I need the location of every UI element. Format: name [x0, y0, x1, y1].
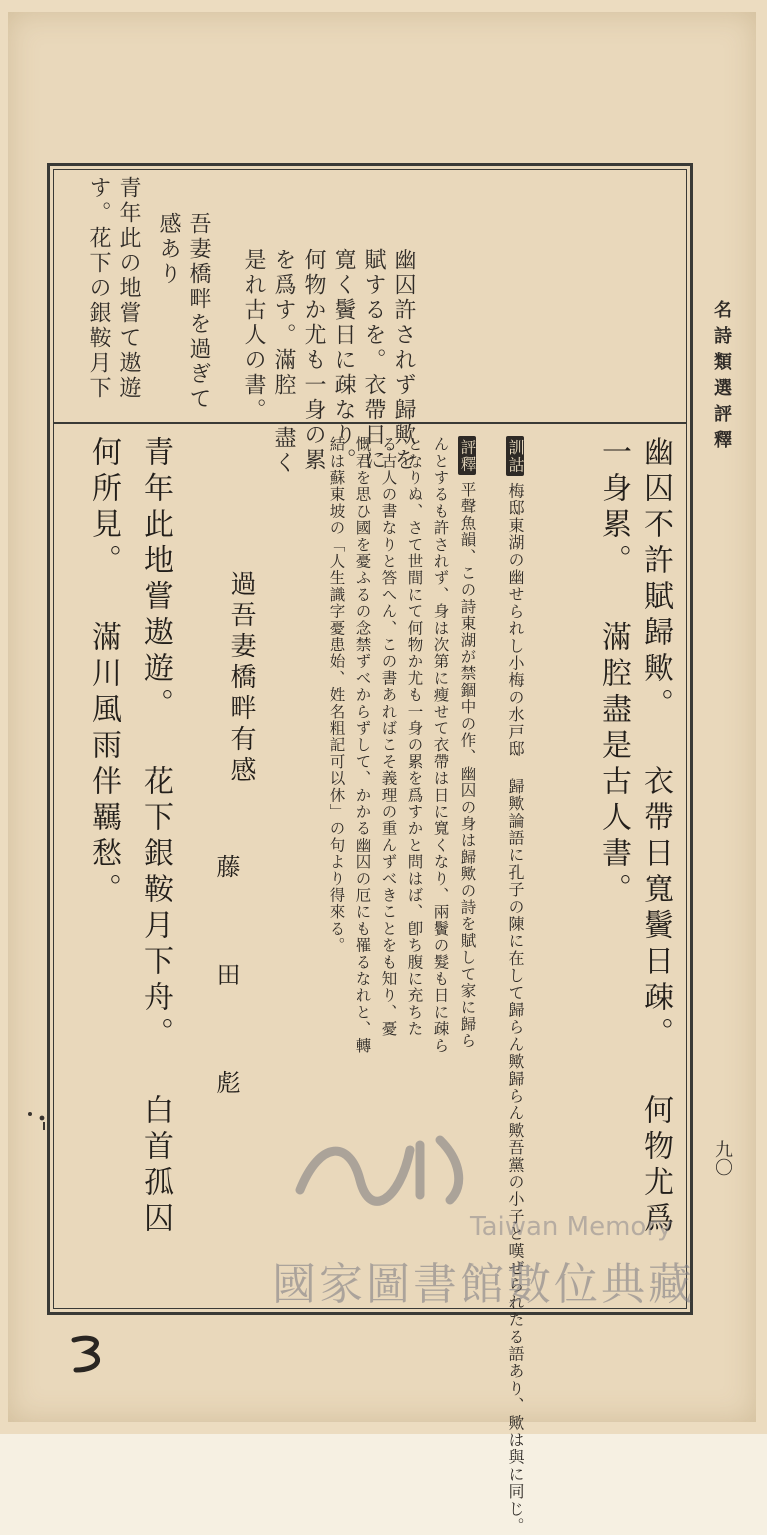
- poem1-line: 幽囚不許賦歸歟。 衣帶日寬鬢日疎。 何物尤爲: [638, 436, 673, 1238]
- poem2-line: 何所見。 滿川風雨伴羈愁。: [86, 436, 121, 909]
- hyoshaku-column: る古人の書なりと答へん、この書あればこそ義理の重んずべきことをも知り、憂: [379, 436, 398, 1038]
- poem2-title: 過吾妻橋畔有感: [226, 570, 256, 787]
- kunkuo-label: 訓詁: [506, 436, 524, 476]
- poem2-line: 青年此地嘗遨遊。 花下銀鞍月下舟。 白首孤囚: [138, 436, 173, 1238]
- hyoshaku-label: 評釋: [458, 436, 476, 475]
- headnote-column: 感あり: [156, 212, 181, 287]
- hyoshaku-column: となりぬ、さて世間にて何物か尤も一身の累を爲すかと問はば、卽ち腹に充ちた: [405, 436, 424, 1038]
- hyoshaku-column: 結は蘇東坡の「人生識字憂患始、姓名粗記可以休」の句より得來る。: [327, 436, 346, 954]
- running-head: 名詩類選評釋: [711, 300, 732, 456]
- page-number: 九〇: [712, 1140, 733, 1176]
- hyoshaku-text-0: 平聲魚韻、この詩東湖が禁錮中の作、幽囚の身は歸歟の詩を賦して家に歸ら: [458, 481, 477, 1050]
- watermark-chinese: 國家圖書館數位典藏: [272, 1259, 695, 1310]
- headnote-column: 寛く鬢日に疎なり。: [331, 248, 356, 473]
- ink-dots-icon: [22, 1100, 52, 1140]
- hyoshaku-column: [458, 436, 476, 1049]
- watermark-logo: [290, 1130, 480, 1210]
- hyoshaku-column: 慨君を思ひ國を憂ふるの念禁ずべからずして、かかる幽囚の厄にも罹るなれと、轉: [353, 436, 372, 1054]
- kunkuo-note: [506, 436, 524, 1535]
- kunkuo-text: 梅邸東湖の幽せられし小梅の水戸邸 歸歟論語に孔子の陳に在して歸らん歟歸らん歟吾黨の小子と嘆ぜられたる語あり、歟は與に同じ。: [506, 482, 525, 1535]
- hyoshaku-column: んとするも許されず、身は次第に瘦せて衣帶は日に寬くなり、兩鬢の髮も日に疎ら: [431, 436, 450, 1054]
- headnote-column: を爲す。滿腔 盡く: [271, 248, 296, 476]
- headnote-column: 吾妻橋畔を過ぎて: [186, 212, 211, 412]
- headnote-column: 是れ古人の書。: [241, 248, 266, 423]
- headnote-column: す。花下の銀鞍月下: [86, 176, 111, 401]
- watermark-english: Taiwan Memory: [470, 1212, 673, 1242]
- headnote-column: 何物か尤も一身の累: [301, 248, 326, 473]
- headnote-column: 青年此の地嘗て遨遊: [116, 176, 141, 401]
- poem2-author: 藤 田 彪: [212, 854, 240, 1122]
- poem1-line: 一身累。 滿腔盡是古人書。: [596, 436, 631, 909]
- headnote-column: 賦するを。衣帶日に: [361, 248, 386, 473]
- ink-mark-icon: [66, 1330, 112, 1376]
- headnote-column: 幽囚許されず歸歟を: [391, 248, 416, 473]
